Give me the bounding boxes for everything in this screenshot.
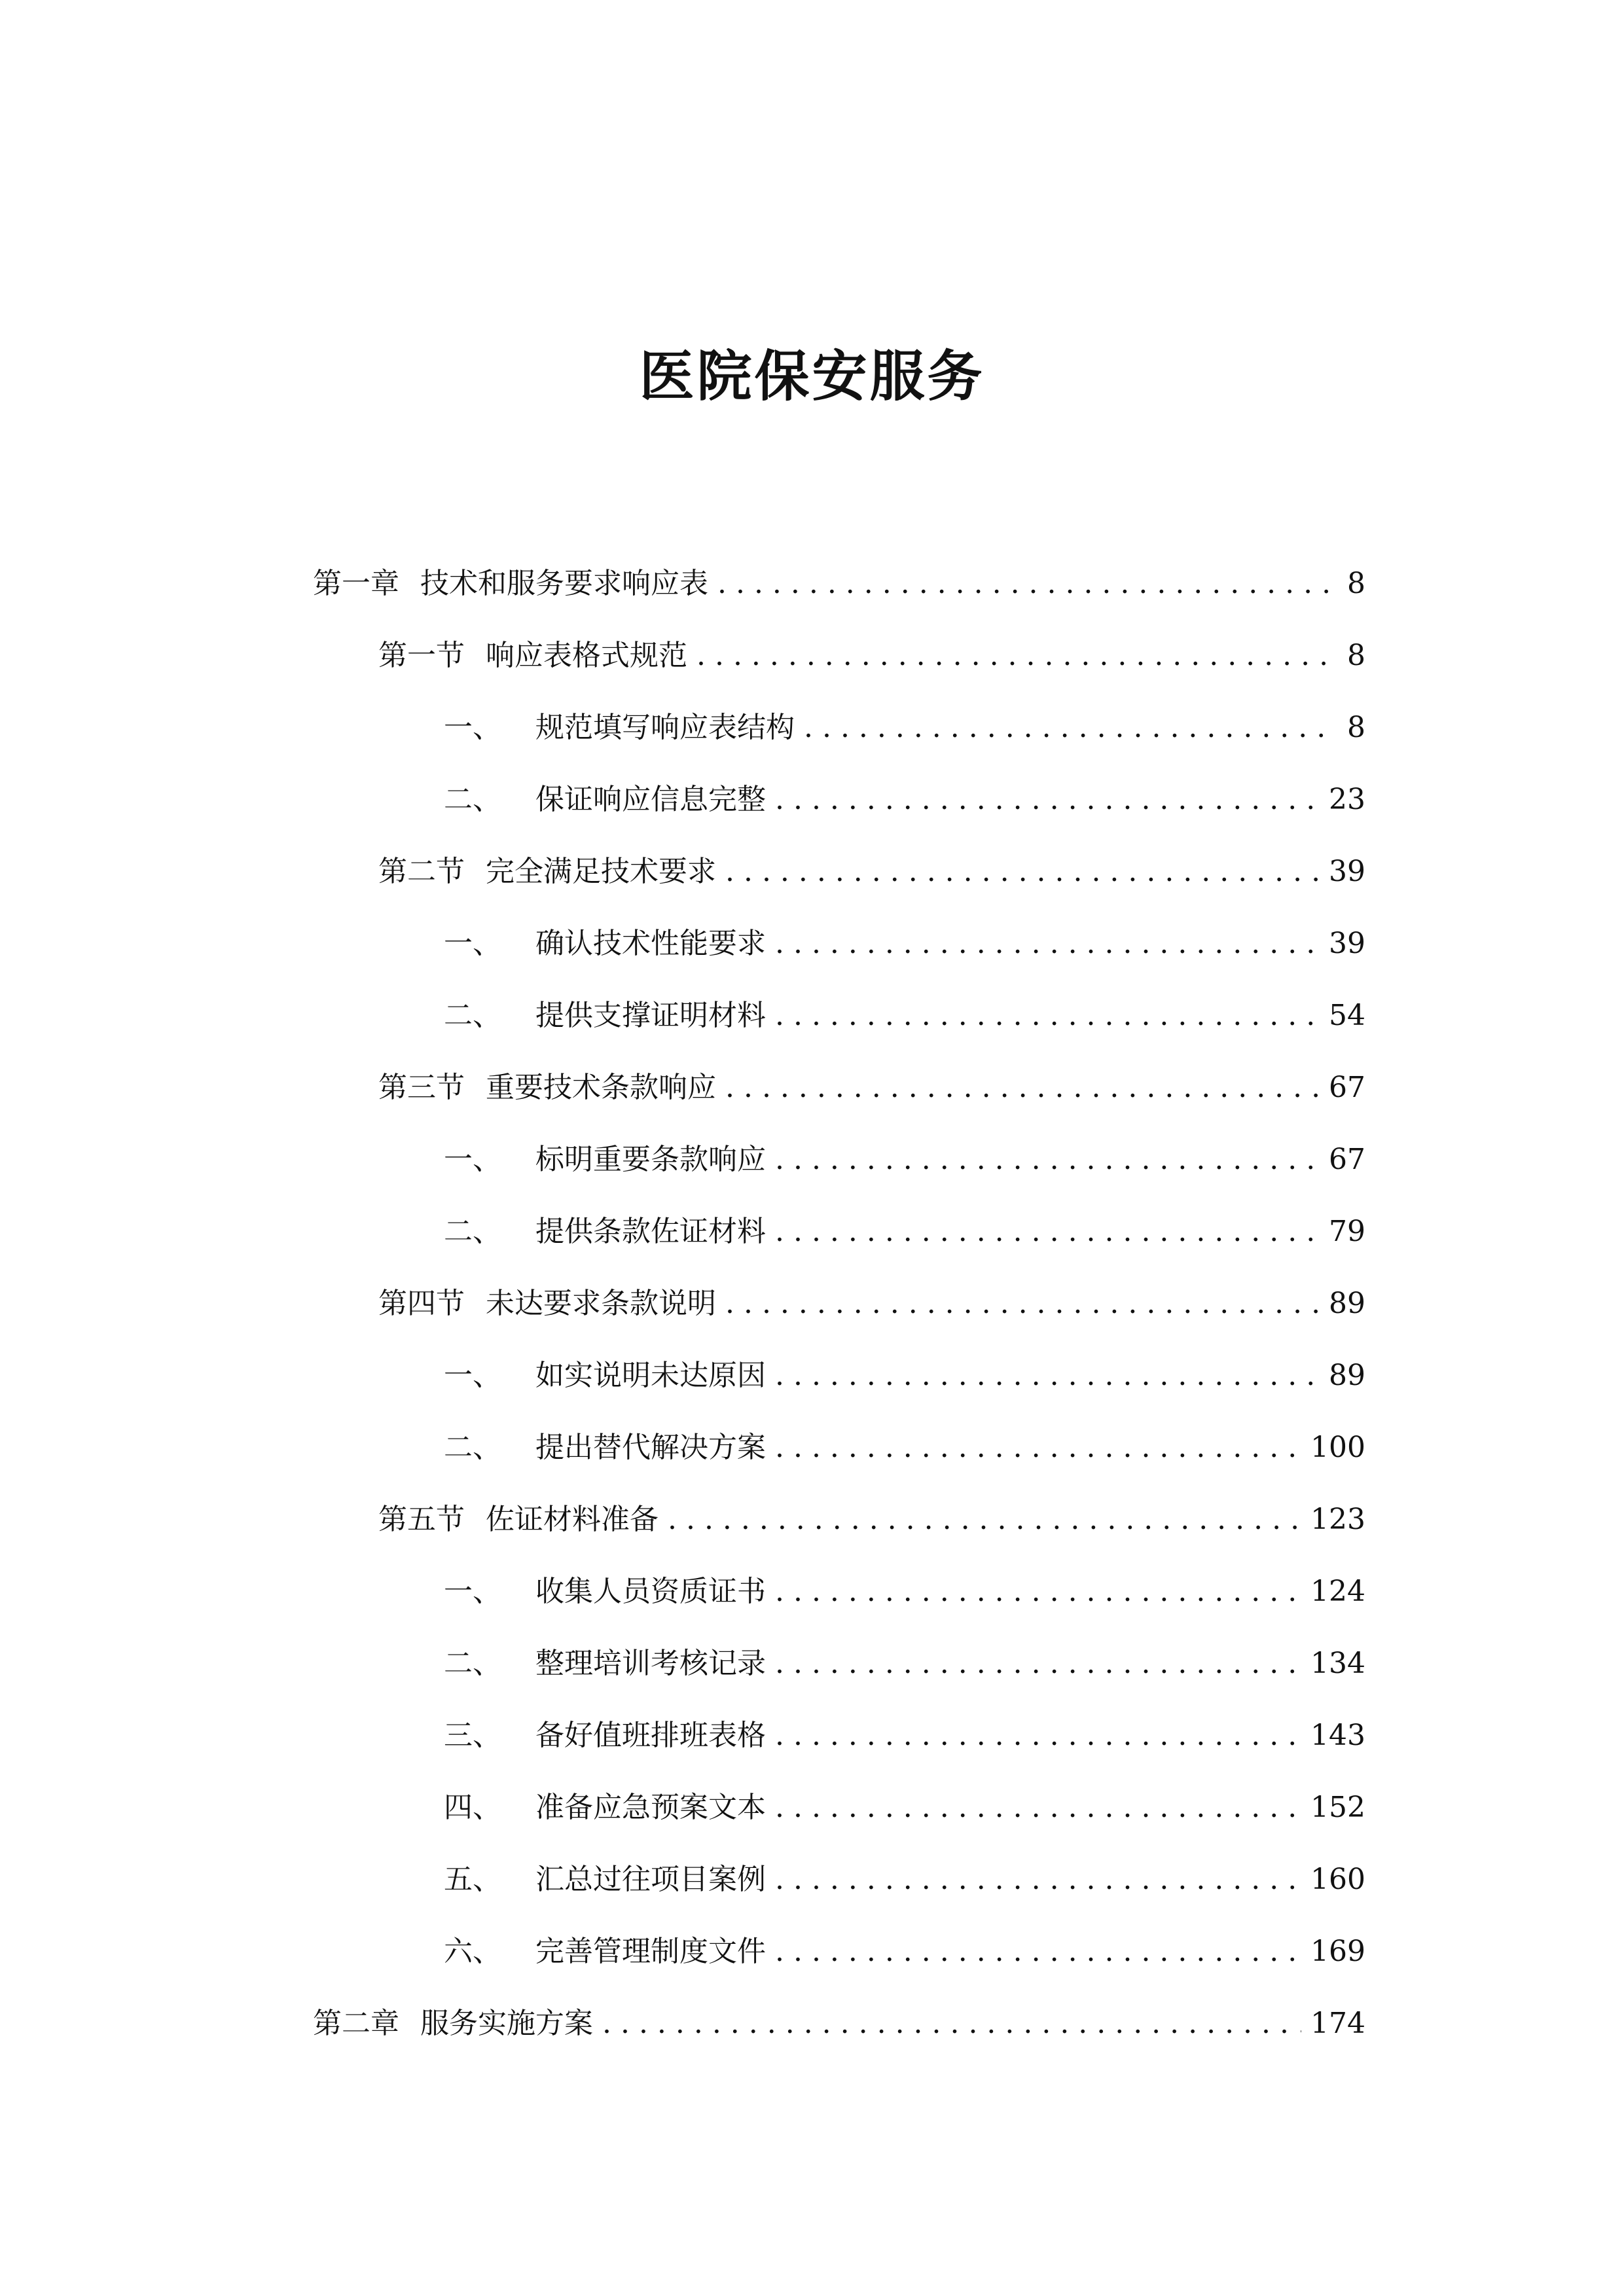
toc-entry-label <box>378 1284 716 1323</box>
toc-entry-title: 如实说明未达原因 <box>535 1359 766 1392</box>
toc-entry-section[interactable] <box>378 1500 1365 1539</box>
toc-dot-leader <box>775 1788 1301 1827</box>
toc-dot-leader <box>696 636 1337 675</box>
toc-entry-prefix: 二、 <box>444 999 501 1032</box>
toc-dot-leader <box>775 1356 1320 1395</box>
toc-entry-prefix: 一、 <box>444 1575 501 1608</box>
toc-entry-subsection[interactable] <box>444 1140 1365 1179</box>
toc-dot-leader <box>668 1500 1301 1539</box>
toc-page-number: 160 <box>1310 1863 1365 1896</box>
toc-entry-title: 保证响应信息完整 <box>535 783 766 816</box>
toc-entry-label <box>444 924 766 963</box>
toc-dot-leader <box>775 1644 1301 1683</box>
toc-entry-label <box>444 1140 766 1179</box>
toc-entry-title: 完全满足技术要求 <box>486 855 716 888</box>
toc-dot-leader <box>775 1140 1320 1179</box>
toc-dot-leader <box>775 1860 1301 1899</box>
toc-page-number: 169 <box>1310 1935 1365 1968</box>
toc-page-number: 89 <box>1329 1287 1365 1320</box>
toc-entry-title: 服务实施方案 <box>420 2007 593 2040</box>
toc-dot-leader <box>775 924 1320 963</box>
toc-page-number: 8 <box>1347 567 1365 600</box>
toc-entry-prefix: 一、 <box>444 1143 501 1176</box>
toc-entry-label <box>444 1716 766 1755</box>
toc-page-number: 39 <box>1329 855 1365 888</box>
toc-entry-prefix: 二、 <box>444 1431 501 1464</box>
toc-entry-prefix: 第一节 <box>378 639 465 672</box>
toc-page-number: 174 <box>1310 2007 1365 2040</box>
toc-dot-leader <box>775 1932 1301 1971</box>
toc-entry-prefix: 三、 <box>444 1719 501 1752</box>
toc-page-number: 134 <box>1310 1647 1365 1680</box>
toc-dot-leader <box>775 996 1320 1035</box>
toc-dot-leader <box>804 708 1337 747</box>
toc-dot-leader <box>725 1284 1320 1323</box>
toc-page-number: 89 <box>1329 1359 1365 1392</box>
toc-entry-prefix: 二、 <box>444 1215 501 1248</box>
toc-page-number: 143 <box>1310 1719 1365 1752</box>
toc-page-number: 39 <box>1329 927 1365 960</box>
toc-entry-title: 汇总过往项目案例 <box>535 1863 766 1896</box>
toc-entry-title: 备好值班排班表格 <box>535 1719 766 1752</box>
toc-entry-chapter-2[interactable] <box>313 2004 1365 2043</box>
toc-page-number: 100 <box>1310 1431 1365 1464</box>
toc-entry-title: 提供条款佐证材料 <box>535 1215 766 1248</box>
toc-entry-prefix: 五、 <box>444 1863 501 1896</box>
toc-entry-subsection[interactable] <box>444 1572 1365 1611</box>
toc-entry-label <box>444 1932 766 1971</box>
toc-page-number: 123 <box>1310 1503 1365 1536</box>
toc-entry-subsection[interactable] <box>444 708 1365 747</box>
toc-page-number: 152 <box>1310 1791 1365 1824</box>
toc-entry-section[interactable] <box>378 636 1365 675</box>
toc-page-number: 8 <box>1347 711 1365 744</box>
toc-entry-title: 响应表格式规范 <box>486 639 687 672</box>
toc-entry-label <box>444 1860 766 1899</box>
toc-entry-label <box>378 1068 716 1107</box>
toc-page-number: 67 <box>1329 1143 1365 1176</box>
toc-entry-prefix: 第三节 <box>378 1071 465 1104</box>
toc-page-number: 23 <box>1329 783 1365 816</box>
toc-entry-prefix: 第五节 <box>378 1503 465 1536</box>
toc-dot-leader <box>775 1212 1320 1251</box>
toc-entry-label <box>378 1500 659 1539</box>
toc-entry-label <box>444 1572 766 1611</box>
toc-entry-chapter-1[interactable] <box>313 564 1365 603</box>
toc-dot-leader <box>775 1716 1301 1755</box>
toc-entry-title: 提供支撑证明材料 <box>535 999 766 1032</box>
toc-entry-title: 佐证材料准备 <box>486 1503 659 1536</box>
toc-entry-title: 标明重要条款响应 <box>535 1143 766 1176</box>
toc-entry-label <box>444 1212 766 1251</box>
toc-entry-section[interactable] <box>378 1068 1365 1107</box>
document-title: 医院保安服务 <box>639 344 985 408</box>
toc-entry-label <box>444 1788 766 1827</box>
toc-entry-subsection[interactable] <box>444 1932 1365 1971</box>
toc-dot-leader <box>725 852 1320 891</box>
toc-entry-subsection[interactable] <box>444 996 1365 1035</box>
toc-entry-subsection[interactable] <box>444 1356 1365 1395</box>
toc-entry-subsection[interactable] <box>444 1788 1365 1827</box>
toc-entry-prefix: 四、 <box>444 1791 501 1824</box>
toc-entry-title: 收集人员资质证书 <box>535 1575 766 1608</box>
toc-entry-title: 确认技术性能要求 <box>535 927 766 960</box>
toc-entry-prefix: 一、 <box>444 711 501 744</box>
toc-entry-prefix: 二、 <box>444 783 501 816</box>
toc-entry-label <box>378 852 716 891</box>
toc-entry-subsection[interactable] <box>444 1644 1365 1683</box>
toc-entry-title: 完善管理制度文件 <box>535 1935 766 1968</box>
toc-entry-label <box>444 1644 766 1683</box>
toc-dot-leader <box>775 1572 1301 1611</box>
toc-entry-prefix: 二、 <box>444 1647 501 1680</box>
toc-page-number: 54 <box>1329 999 1365 1032</box>
toc-entry-label <box>444 1356 766 1395</box>
toc-entry-subsection[interactable] <box>444 1716 1365 1755</box>
toc-page-number: 124 <box>1310 1575 1365 1608</box>
toc-entry-prefix: 第二章 <box>313 2007 399 2040</box>
toc-entry-prefix: 第四节 <box>378 1287 465 1320</box>
toc-entry-title: 重要技术条款响应 <box>486 1071 716 1104</box>
toc-dot-leader <box>775 780 1320 819</box>
toc-entry-label <box>444 708 795 747</box>
toc-entry-prefix: 一、 <box>444 927 501 960</box>
toc-entry-prefix: 第一章 <box>313 567 399 600</box>
toc-entry-subsection[interactable] <box>444 1428 1365 1467</box>
toc-entry-subsection[interactable] <box>444 780 1365 819</box>
toc-dot-leader <box>602 2004 1301 2043</box>
toc-entry-label <box>444 996 766 1035</box>
toc-entry-title: 未达要求条款说明 <box>486 1287 716 1320</box>
toc-entry-title: 技术和服务要求响应表 <box>420 567 708 600</box>
toc-entry-label <box>444 1428 766 1467</box>
toc-page-number: 79 <box>1329 1215 1365 1248</box>
toc-dot-leader <box>717 564 1337 603</box>
toc-entry-label <box>313 2004 593 2043</box>
toc-entry-prefix: 一、 <box>444 1359 501 1392</box>
toc-page-number: 8 <box>1347 639 1365 672</box>
toc-entry-label <box>444 780 766 819</box>
toc-entry-title: 规范填写响应表结构 <box>535 711 795 744</box>
toc-entry-title: 整理培训考核记录 <box>535 1647 766 1680</box>
toc-dot-leader <box>775 1428 1301 1467</box>
toc-entry-label <box>378 636 687 675</box>
toc-entry-prefix: 第二节 <box>378 855 465 888</box>
toc-entry-label <box>313 564 708 603</box>
toc-entry-section[interactable] <box>378 1284 1365 1323</box>
toc-entry-title: 提出替代解决方案 <box>535 1431 766 1464</box>
toc-entry-subsection[interactable] <box>444 924 1365 963</box>
toc-entry-title: 准备应急预案文本 <box>535 1791 766 1824</box>
toc-entry-prefix: 六、 <box>444 1935 501 1968</box>
toc-dot-leader <box>725 1068 1320 1107</box>
toc-entry-section[interactable] <box>378 852 1365 891</box>
toc-page-number: 67 <box>1329 1071 1365 1104</box>
toc-entry-subsection[interactable] <box>444 1212 1365 1251</box>
toc-entry-subsection[interactable] <box>444 1860 1365 1899</box>
